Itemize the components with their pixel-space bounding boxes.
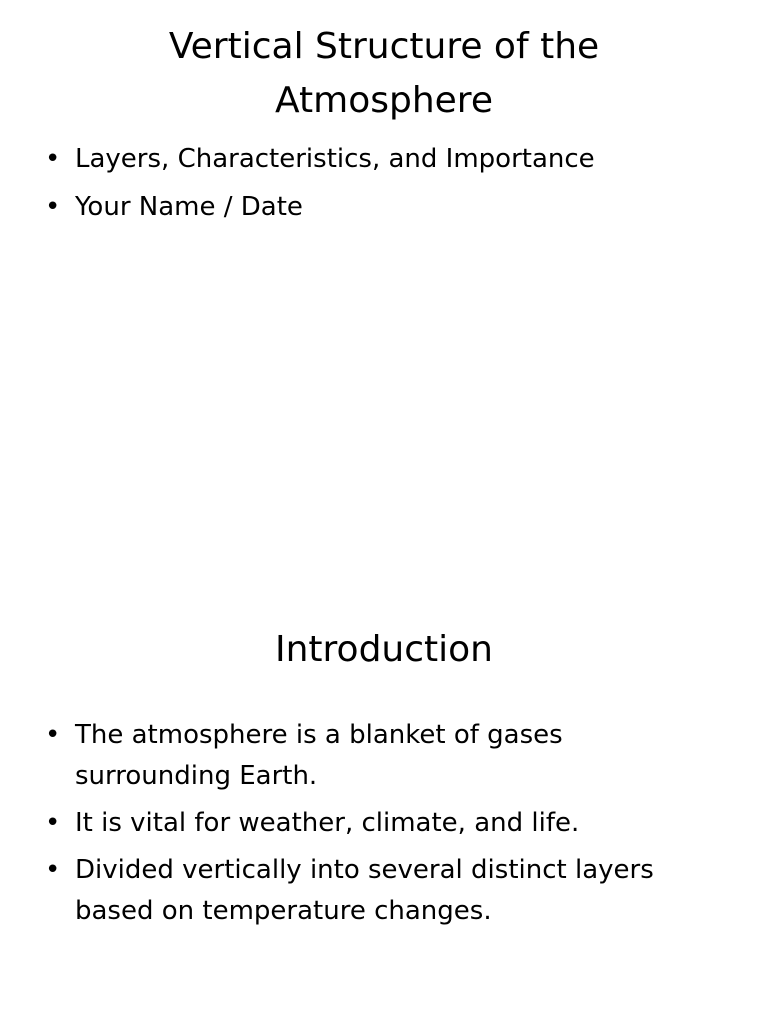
bullet-text: The atmosphere is a blanket of gases surrounding Earth. [75, 720, 563, 791]
bullet-text: Divided vertically into several distinct layers based on temperature changes. [75, 855, 654, 926]
bullet-item [40, 715, 700, 797]
bullet-list [40, 139, 700, 235]
bullet-text: Layers, Characteristics, and Importance [75, 144, 595, 174]
bullet-icon: • [45, 720, 61, 750]
bullet-text: Your Name / Date [75, 192, 303, 222]
slide-introduction [0, 600, 768, 1024]
bullet-icon: • [45, 144, 61, 174]
bullet-item [40, 187, 700, 228]
bullet-icon: • [45, 808, 61, 838]
bullet-icon: • [45, 855, 61, 885]
slide-introduction-heading: Introduction [274, 629, 493, 670]
bullet-item [40, 803, 700, 844]
bullet-item [40, 850, 700, 932]
slide-title-heading: Vertical Structure of the Atmosphere [168, 26, 600, 121]
bullet-icon: • [45, 192, 61, 222]
bullet-text: It is vital for weather, climate, and life. [75, 808, 580, 838]
bullet-list [40, 715, 700, 938]
bullet-item [40, 139, 700, 180]
